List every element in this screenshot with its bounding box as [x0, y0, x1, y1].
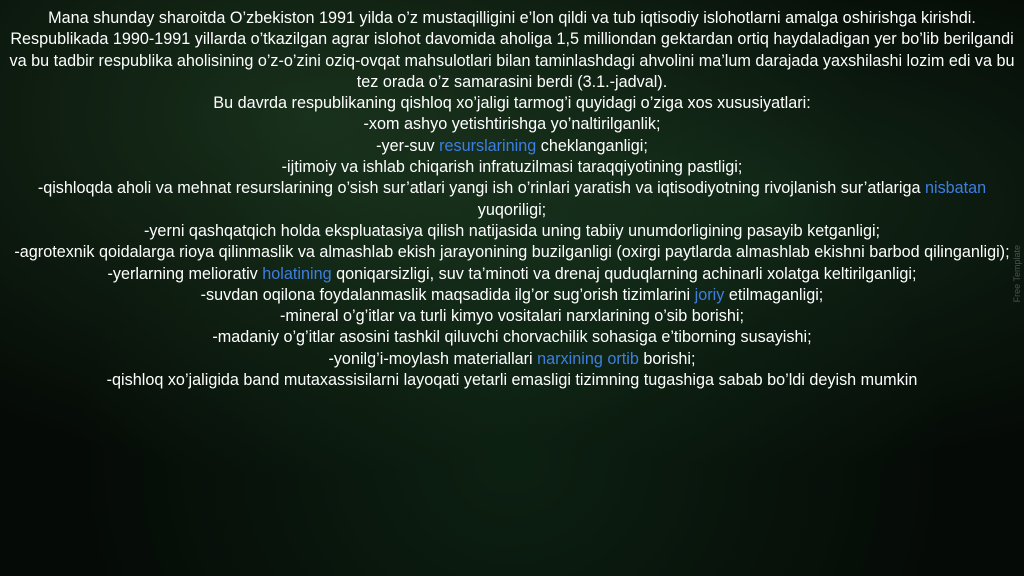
text-paragraph [8, 242, 1016, 263]
text-segment: -suvdan oqilona foydalanmaslik maqsadida ilg’or sug’orish tizimlarini [200, 285, 695, 304]
text-segment: -madaniy o’g’itlar asosini tashkil qiluvchi chorvachilik sohasiga e’tiborning susayishi; [212, 328, 812, 347]
text-segment: Bu davrda respublikaning qishloq xo’jaligi tarmog’i quyidagi o’ziga xos xususiyatlari: [213, 94, 811, 113]
text-paragraph [8, 370, 1016, 391]
text-segment: -yerni qashqatqich holda ekspluatasiya qilish natijasida uning tabiiy unumdorligining pasayib ketganligi; [143, 221, 881, 240]
text-segment: borishi; [638, 349, 696, 368]
text-paragraph [8, 157, 1016, 178]
text-paragraph [8, 327, 1016, 348]
watermark-text: Free Template [1012, 245, 1022, 303]
highlighted-term: holatining [262, 264, 332, 283]
text-segment: -yonilg’i-moylash materiallari [328, 349, 538, 368]
text-paragraph [8, 114, 1016, 135]
text-paragraph [8, 285, 1016, 306]
text-paragraph [8, 29, 1016, 93]
text-segment: -ijtimoiy va ishlab chiqarish infratuzilmasi taraqqiyotining pastligi; [281, 158, 743, 177]
text-paragraph [8, 136, 1016, 157]
text-segment: -xom ashyo yetishtirishga yo’naltirilganlik; [363, 115, 661, 134]
text-segment: Mana shunday sharoitda O’zbekiston 1991 yilda o’z mustaqilligini e’lon qildi va tub iqtisodiy islohotlarni amalga oshirishga kirishdi. [48, 9, 976, 27]
text-paragraph [8, 306, 1016, 327]
text-segment: -mineral o’g’itlar va turli kimyo vositalari narxlarining o’sib borishi; [280, 307, 744, 326]
text-paragraph [8, 93, 1016, 114]
text-segment: -agrotexnik qoidalarga rioya qilinmaslik va almashlab ekish jarayonining buzilganligi (oxirgi paytlarda almashlab ekishni barbod qilinganligi); [14, 243, 1010, 262]
text-segment: -yerlarning meliorativ [107, 264, 263, 283]
text-paragraph [8, 178, 1016, 221]
highlighted-term: joriy [694, 285, 725, 304]
text-segment: yuqoriligi; [477, 200, 547, 219]
slide-text-block [8, 8, 1016, 391]
highlighted-term: nisbatan [924, 179, 987, 198]
text-segment: -qishloqda aholi va mehnat resurslarining o’sish sur’atlari yangi ish o’rinlari yaratish va iqtisodiyotning rivojlanish sur’atlariga [37, 179, 925, 198]
text-segment: etilmaganligi; [724, 285, 824, 304]
text-segment: Respublikada 1990-1991 yillarda o’tkazilgan agrar islohot davomida aholiga 1,5 milliondan gektardan ortiq haydaladigan yer bo’lib berilgandi va bu tadbir respublika aholisining o’z-o’zini oziq-ovqat mahsulotlari bilan taminlashdagi ahvolini ma’lum darajada yaxshilashi lozim edi va bu tez orada o’z samarasini berdi (3.1.-jadval). [9, 30, 1015, 91]
text-paragraph [8, 349, 1016, 370]
text-segment: -qishloq xo’jaligida band mutaxassisilarni layoqati yetarli emasligi tizimning tugashiga sabab bo’ldi deyish mumkin [106, 371, 918, 390]
text-segment: cheklanganligi; [536, 136, 648, 155]
highlighted-term: narxining ortib [537, 349, 639, 368]
text-paragraph [8, 221, 1016, 242]
text-paragraph [8, 264, 1016, 285]
text-paragraph [8, 8, 1016, 29]
text-segment: -yer-suv [376, 136, 440, 155]
highlighted-term: resurslarining [439, 136, 537, 155]
text-segment: qoniqarsizligi, suv ta’minoti va drenaj quduqlarning achinarli xolatga keltirilganligi; [331, 264, 917, 283]
